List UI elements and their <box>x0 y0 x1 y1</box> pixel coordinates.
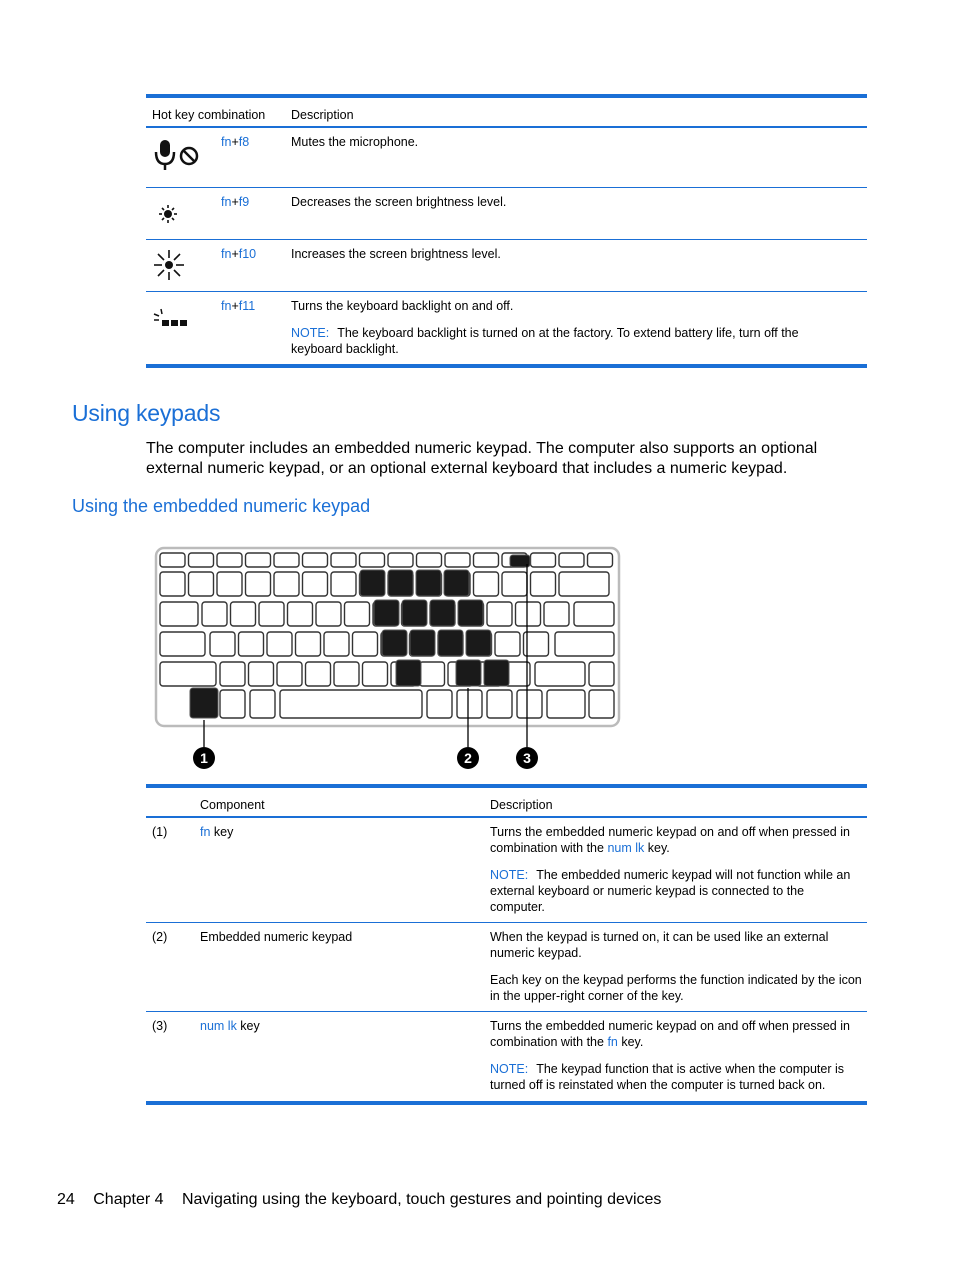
hotkey-description: Increases the screen brightness level. <box>291 247 501 261</box>
keyboard-key <box>239 632 264 656</box>
embedded-keypad-key <box>410 630 435 656</box>
keyboard-key <box>544 602 569 626</box>
note-label: NOTE: <box>490 1062 529 1076</box>
hotkey-combo <box>221 134 249 150</box>
embedded-keypad-key <box>458 600 483 626</box>
keyboard-key <box>267 632 292 656</box>
keyboard-key <box>274 553 299 567</box>
embedded-keypad-key <box>466 630 491 656</box>
section-title: Using keypads <box>72 400 221 426</box>
keyboard-key <box>277 662 302 686</box>
description-text: Turns the embedded numeric keypad on and off when pressed in combination with the <box>490 1019 850 1049</box>
keyboard-key <box>555 632 614 656</box>
hotkey-combo <box>221 246 256 262</box>
table-row <box>146 818 867 923</box>
num-lk-key-label: num lk <box>607 841 645 855</box>
component-table <box>146 784 867 1105</box>
subsection-title: Using the embedded numeric keypad <box>72 496 371 516</box>
description-text-end: key. <box>617 1035 644 1049</box>
brightness-down-icon <box>152 202 182 226</box>
keyboard-key <box>495 632 520 656</box>
hotkey-combo <box>221 298 255 314</box>
description-text-end: key. <box>644 841 670 855</box>
keyboard-key <box>246 572 271 596</box>
embedded-keypad-key <box>416 570 441 596</box>
keyboard-key <box>574 602 614 626</box>
hotkey-description: Turns the keyboard backlight on and off. <box>291 299 514 313</box>
table-row <box>146 240 867 292</box>
keyboard-key <box>420 662 445 686</box>
plus-sign: + <box>231 299 239 313</box>
keyboard-key <box>388 553 413 567</box>
keyboard-key <box>331 553 356 567</box>
keyboard-key <box>160 632 205 656</box>
row-number: (3) <box>152 1019 168 1033</box>
keyboard-key <box>531 572 556 596</box>
note <box>291 325 851 357</box>
component-name <box>200 1018 260 1034</box>
chapter-label: Chapter 4 <box>93 1191 164 1208</box>
keyboard-key <box>303 553 328 567</box>
keyboard-key <box>160 602 198 626</box>
keyboard-key <box>427 690 452 718</box>
plus-sign: + <box>231 247 239 261</box>
keyboard-key <box>189 572 214 596</box>
fn-key-label: fn <box>221 135 232 149</box>
component-description <box>490 824 862 856</box>
embedded-keypad-key <box>382 630 407 656</box>
f8-key-label: f8 <box>238 135 250 149</box>
component-description: When the keypad is turned on, it can be used like an external numeric keypad. <box>490 930 829 960</box>
row-number: (2) <box>152 930 168 944</box>
component-suffix: key <box>210 825 234 839</box>
keyboard-key <box>306 662 331 686</box>
keyboard-key <box>259 602 284 626</box>
keyboard-key <box>588 553 613 567</box>
note-label: NOTE: <box>291 326 330 340</box>
keyboard-key <box>535 662 585 686</box>
keyboard-key <box>160 553 185 567</box>
keyboard-key <box>353 632 378 656</box>
keyboard-key <box>303 572 328 596</box>
keyboard-key <box>474 572 499 596</box>
component-description-2: Each key on the keypad performs the function indicated by the icon in the upper-right corner of the key. <box>490 973 862 1003</box>
fn-key-label: fn <box>221 247 232 261</box>
table-row <box>146 128 867 188</box>
callout-2 <box>457 747 479 769</box>
table-row <box>146 188 867 240</box>
keyboard-key <box>249 662 274 686</box>
keyboard-key <box>220 690 245 718</box>
keyboard-key <box>417 553 442 567</box>
note <box>490 867 862 915</box>
keyboard-key <box>517 690 542 718</box>
header-description: Description <box>490 798 553 812</box>
note-text: The keyboard backlight is turned on at the factory. To extend battery life, turn off the keyboard backlight. <box>291 326 799 356</box>
f9-key-label: f9 <box>238 195 250 209</box>
keyboard-key <box>334 662 359 686</box>
fn-key-label: fn <box>200 825 211 839</box>
section-body: The computer includes an embedded numeric keypad. The computer also supports an optional external numeric keypad, or an optional external keyboard that includes a numeric keypad. <box>146 440 818 477</box>
hotkey-description: Decreases the screen brightness level. <box>291 195 507 209</box>
callout-3-label: 3 <box>523 750 531 766</box>
keyboard-key <box>487 690 512 718</box>
keyboard-key <box>246 553 271 567</box>
table-row <box>146 292 867 364</box>
embedded-keypad-key <box>438 630 463 656</box>
keyboard-key <box>457 690 482 718</box>
page-footer <box>57 1191 675 1209</box>
hotkey-table <box>146 94 867 368</box>
embedded-keypad-key <box>360 570 385 596</box>
keyboard-key <box>210 632 235 656</box>
chapter-title: Navigating using the keyboard, touch gestures and pointing devices <box>181 1191 662 1208</box>
note <box>490 1061 862 1093</box>
f11-key-label: f11 <box>238 299 256 313</box>
keyboard-key <box>531 553 556 567</box>
component-name <box>200 824 233 840</box>
note-text: The keypad function that is active when the computer is turned off is reinstated when the computer is turned back on. <box>490 1062 845 1092</box>
keyboard-backlight-icon <box>152 308 192 330</box>
header-description: Description <box>291 108 354 122</box>
keyboard-key <box>487 602 512 626</box>
keyboard-key <box>250 690 275 718</box>
note-text: The embedded numeric keypad will not function while an external keyboard or numeric keypad is connected to the computer. <box>490 868 851 914</box>
keyboard-key <box>324 632 349 656</box>
embedded-keypad-key <box>444 570 469 596</box>
embedded-keypad-key <box>484 660 509 686</box>
plus-sign: + <box>231 195 239 209</box>
brightness-up-icon <box>152 248 186 282</box>
keyboard-key <box>589 690 614 718</box>
f10-key-label: f10 <box>238 247 257 261</box>
keyboard-key <box>217 572 242 596</box>
keyboard-key <box>160 572 185 596</box>
keyboard-key <box>189 553 214 567</box>
keyboard-spacebar <box>280 690 422 718</box>
table-bottom-rule <box>146 364 867 368</box>
callout-1 <box>193 747 215 769</box>
embedded-keypad-key <box>396 660 421 686</box>
keyboard-key <box>274 572 299 596</box>
keyboard-key <box>589 662 614 686</box>
keyboard-key <box>360 553 385 567</box>
callout-2-label: 2 <box>464 750 472 766</box>
keyboard-key <box>160 662 216 686</box>
embedded-keypad-key <box>402 600 427 626</box>
row-number: (1) <box>152 825 168 839</box>
keyboard-illustration <box>150 540 630 775</box>
page-number: 24 <box>57 1191 75 1208</box>
fn-key-label: fn <box>221 195 232 209</box>
keyboard-key <box>559 572 609 596</box>
table-header <box>146 788 867 818</box>
callout-1-label: 1 <box>200 750 208 766</box>
table-bottom-rule <box>146 1101 867 1105</box>
keyboard-key <box>559 553 584 567</box>
fn-key-label: fn <box>221 299 232 313</box>
header-hotkey-combination: Hot key combination <box>152 108 266 122</box>
keyboard-key <box>202 602 227 626</box>
keyboard-key <box>502 572 527 596</box>
description-text: Turns the embedded numeric keypad on and off when pressed in combination with the <box>490 825 850 855</box>
keyboard-key <box>296 632 321 656</box>
component-description <box>490 1018 862 1050</box>
component-name: Embedded numeric keypad <box>200 930 353 944</box>
callout-3 <box>516 747 538 769</box>
fn-key-label: fn <box>607 1035 618 1049</box>
plus-sign: + <box>231 135 239 149</box>
table-row <box>146 1012 867 1101</box>
component-suffix: key <box>236 1019 260 1033</box>
keyboard-key <box>217 553 242 567</box>
header-component: Component <box>200 798 265 812</box>
mute-microphone-icon <box>152 138 200 174</box>
keyboard-key <box>474 553 499 567</box>
table-row <box>146 923 867 1012</box>
keyboard-key <box>288 602 313 626</box>
hotkey-combo <box>221 194 249 210</box>
keyboard-key <box>331 572 356 596</box>
table-header <box>146 98 867 128</box>
keyboard-key <box>220 662 245 686</box>
note-label: NOTE: <box>490 868 529 882</box>
keyboard-key <box>231 602 256 626</box>
keyboard-key <box>345 602 370 626</box>
embedded-keypad-key <box>430 600 455 626</box>
keyboard-key <box>445 553 470 567</box>
fn-key-highlight <box>190 688 218 718</box>
hotkey-description: Mutes the microphone. <box>291 135 419 149</box>
embedded-keypad-key <box>388 570 413 596</box>
keyboard-key <box>516 602 541 626</box>
keyboard-key <box>316 602 341 626</box>
num-lk-key-label: num lk <box>200 1019 237 1033</box>
keyboard-key <box>363 662 388 686</box>
keyboard-key <box>547 690 585 718</box>
embedded-keypad-key <box>374 600 399 626</box>
embedded-keypad-key <box>456 660 481 686</box>
